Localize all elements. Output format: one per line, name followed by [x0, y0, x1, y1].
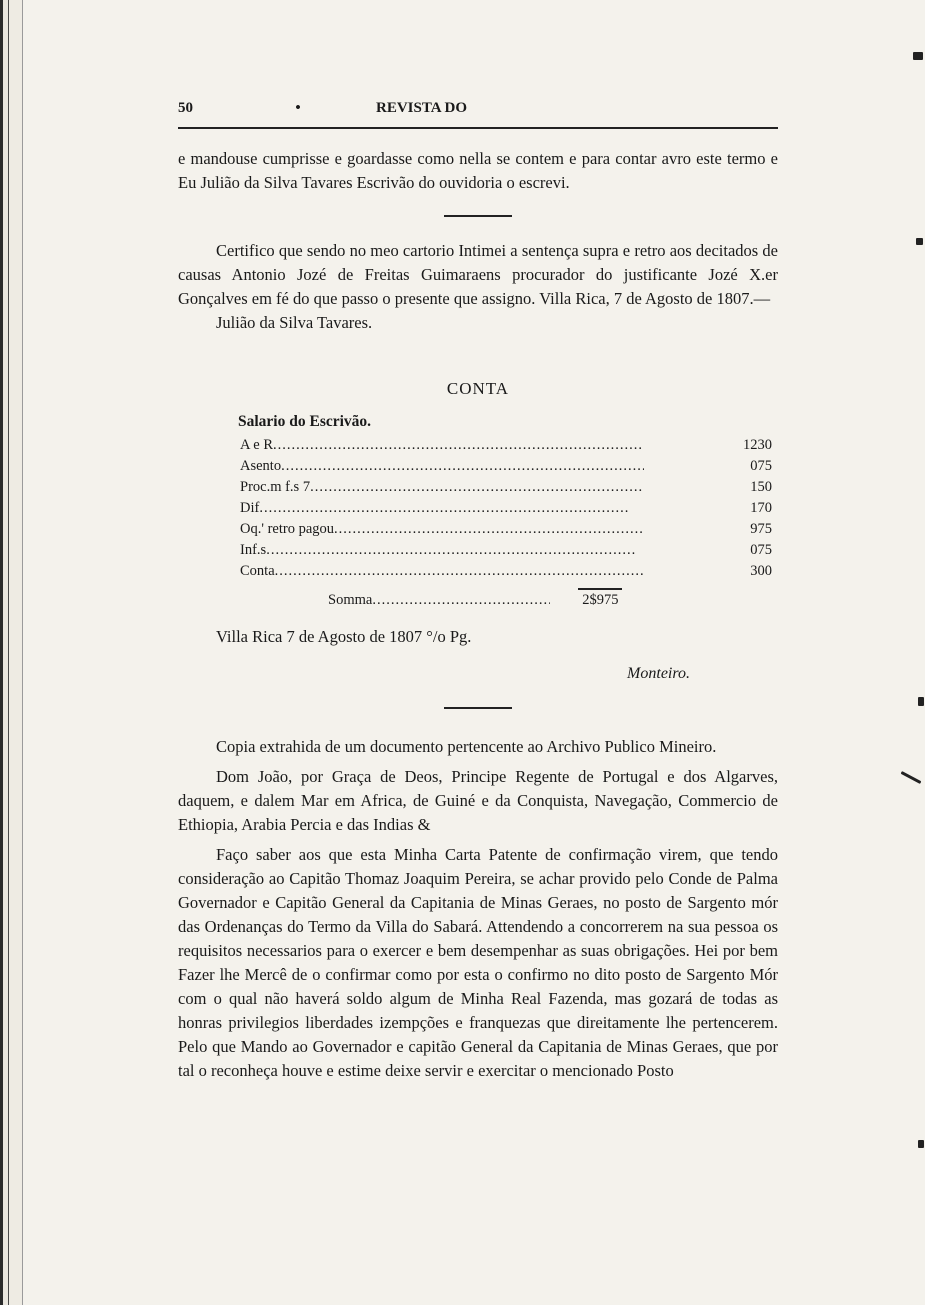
- account-item-label: Dif: [240, 500, 260, 516]
- conta-title: CONTA: [446, 379, 510, 398]
- account-item-value: 150: [750, 479, 772, 495]
- account-item-label: A e R: [240, 437, 274, 453]
- account-row: [240, 456, 772, 477]
- account-item-value: 075: [750, 458, 772, 474]
- margin-mark: [916, 238, 923, 245]
- account-row: [240, 477, 772, 498]
- account-item-label: Asento: [240, 458, 282, 474]
- account-row: [240, 561, 772, 582]
- section-divider: [444, 215, 512, 217]
- margin-mark: [918, 1140, 924, 1148]
- running-title: REVISTA DO: [376, 100, 467, 116]
- page-header: [178, 100, 778, 129]
- leader-dots: [275, 561, 644, 582]
- page-number: 50: [178, 100, 193, 116]
- account-table: [240, 435, 772, 582]
- somma-row: [328, 588, 778, 609]
- account-item-value: 300: [750, 563, 772, 579]
- book-binding-edge: [0, 0, 34, 1305]
- section-divider: [444, 707, 512, 709]
- somma-label: Somma: [328, 592, 373, 608]
- account-item-value: 075: [750, 542, 772, 558]
- margin-mark: [918, 697, 924, 706]
- document-page: [178, 100, 778, 1083]
- margin-mark: [913, 52, 923, 60]
- account-item-value: 1230: [743, 437, 772, 453]
- account-item-value: 975: [750, 521, 772, 537]
- somma-value: 2$975: [578, 588, 622, 609]
- margin-mark: [901, 771, 922, 784]
- conta-subtitle: Salario do Escrivão.: [238, 413, 372, 430]
- date-line: Villa Rica 7 de Agosto de 1807 °/o Pg.: [216, 627, 472, 646]
- leader-dots: [372, 592, 550, 609]
- paragraph-certifico: Certifico que sendo no meo cartorio Intimei a sentença supra e retro aos decitados de causas Antonio Jozé de Freitas Guimaraens procurador do justificante Jozé X.er Gonçalves em fé do que passo o presente que assigno. Villa Rica, 7 de Agosto de 1807.—: [178, 241, 778, 308]
- leader-dots: [266, 540, 636, 561]
- paragraph-dom-joao: Dom João, por Graça de Deos, Principe Regente de Portugal e dos Algarves, daquem, e dalem Mar em Africa, de Guiné e da Conquista, Navegação, Commercio de Ethiopia, Arabia Percia e das Indias &: [178, 767, 778, 834]
- paragraph-copia: Copia extrahida de um documento pertencente ao Archivo Publico Mineiro.: [216, 737, 717, 756]
- leader-dots: [281, 456, 644, 477]
- paragraph-closing: e mandouse cumprisse e goardasse como nella se contem e para contar avro este termo e Eu Julião da Silva Tavares Escrivão do ouvidoria o escrevi.: [178, 149, 778, 192]
- paragraph-faco-saber: Faço saber aos que esta Minha Carta Patente de confirmação virem, que tendo consideração ao Capitão Thomaz Joaquim Pereira, se achar provido pelo Conde de Palma Governador e Capitão General da Capitania de Minas Geraes, no posto de Sargento mór das Ordenanças do Termo da Villa do Sabará. Attendendo a concorrerem na sua pessoa os requisitos necessarios para o exercer e bem desempenhar as suas obrigações. Hei por bem Fazer lhe Mercê de o confirmar como por esta o confirmo no dito posto de Sargento Mór com o qual não haverá soldo algum de Minha Real Fazenda, mas gozará de todas as honras privilegios liberdades izempções e franquezas que direitamente lhe pertencerem. Pelo que Mando ao Governador e capitão General da Capitania de Minas Geraes, que por tal o reconheça houve e estime deixe servir e exercitar o mencionado Posto: [178, 845, 778, 1080]
- leader-dots: [310, 477, 644, 498]
- account-item-label: Proc.m f.s 7: [240, 479, 311, 495]
- account-row: [240, 519, 772, 540]
- account-item-label: Inf.s: [240, 542, 267, 558]
- account-item-value: 170: [750, 500, 772, 516]
- signature-juliao: Julião da Silva Tavares.: [216, 313, 373, 332]
- account-row: [240, 435, 772, 456]
- leader-dots: [273, 435, 643, 456]
- header-mark: •: [295, 100, 301, 116]
- account-row: [240, 498, 772, 519]
- leader-dots: [259, 498, 629, 519]
- leader-dots: [334, 519, 644, 540]
- account-items: [240, 435, 772, 582]
- account-item-label: Conta: [240, 563, 275, 579]
- account-row: [240, 540, 772, 561]
- signature-monteiro: Monteiro.: [627, 665, 690, 682]
- account-item-label: Oq.' retro pagou: [240, 521, 335, 537]
